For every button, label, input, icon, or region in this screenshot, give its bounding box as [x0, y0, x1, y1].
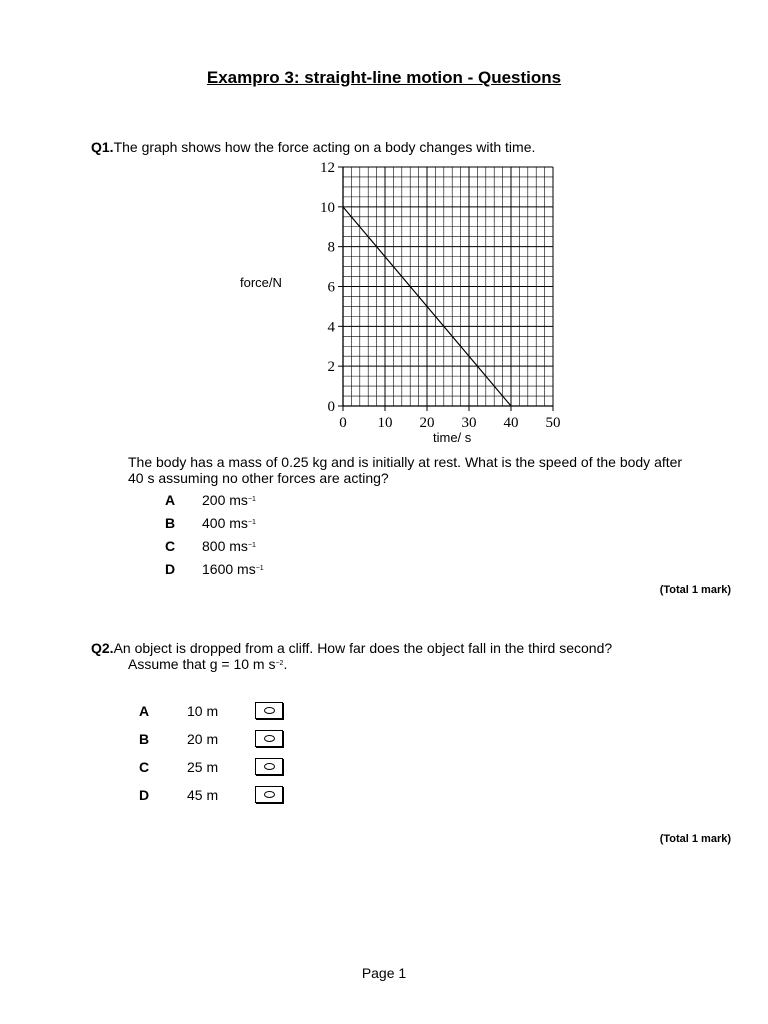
- q1-option-letter: B: [165, 515, 176, 531]
- q1-prompt: The graph shows how the force acting on a body changes with time.: [113, 139, 536, 155]
- q1-option-letter: D: [165, 561, 176, 577]
- x-tick-label: 20: [419, 415, 435, 431]
- oval-icon: [264, 791, 275, 798]
- x-tick-label: 30: [461, 415, 477, 431]
- y-tick-label: 12: [320, 160, 335, 176]
- q2-option-letter: A: [139, 703, 150, 719]
- page-number: Page 1: [361, 965, 407, 981]
- q2-option-letter: C: [139, 759, 150, 775]
- q1-number: Q1.: [91, 139, 114, 155]
- q1-option-value: 1600 $ms^{-1}$: [202, 561, 264, 577]
- q2-option-b-checkbox[interactable]: [255, 730, 283, 747]
- x-tick-label: 10: [377, 415, 393, 431]
- q2-option-value: 45 m: [187, 787, 219, 803]
- q2-option-value: 10 m: [187, 703, 219, 719]
- y-tick-label: 2: [327, 359, 335, 376]
- q1-option-letter: C: [165, 538, 176, 554]
- q2-option-d-checkbox[interactable]: [255, 786, 283, 803]
- x-tick-label: 0: [339, 415, 347, 431]
- q2-option-value: 20 m: [187, 731, 219, 747]
- y-tick-label: 8: [327, 239, 335, 256]
- y-tick-label: 10: [320, 199, 335, 216]
- y-tick-label: 4: [327, 319, 335, 336]
- oval-icon: [264, 763, 275, 770]
- chart-x-axis-label: time/ s: [433, 430, 472, 445]
- x-tick-label: 50: [545, 415, 561, 431]
- x-tick-label: 40: [503, 415, 519, 431]
- q2-prompt: An object is dropped from a cliff. How far does the object fall in the third second?: [113, 640, 613, 656]
- q2-option-letter: D: [139, 787, 150, 803]
- q1-option-value: 400 $ms^{-1}$: [202, 515, 256, 531]
- oval-icon: [264, 735, 275, 742]
- q1-option-letter: A: [165, 492, 176, 508]
- q2-option-value: 25 m: [187, 759, 219, 775]
- force-time-chart: [300, 155, 580, 455]
- y-tick-label: 0: [327, 399, 335, 415]
- q2-prompt-line: [91, 640, 612, 656]
- q1-prompt-line: [91, 139, 535, 155]
- q2-option-c-checkbox[interactable]: [255, 758, 283, 775]
- q1-body-line-2: 40 s assuming no other forces are acting?: [128, 470, 389, 486]
- q2-option-letter: B: [139, 731, 150, 747]
- q1-option-value: 200 $ms^{-1}$: [202, 492, 256, 508]
- q2-number: Q2.: [91, 640, 114, 656]
- q2-assumption: Assume that g = 10 m $s^{-2}$.: [128, 656, 288, 672]
- q2-total-marks: (Total 1 mark): [659, 833, 731, 845]
- q2-option-a-checkbox[interactable]: [255, 702, 283, 719]
- chart-y-axis-label: force/N: [240, 275, 282, 290]
- page-title: Exampro 3: straight-line motion - Questions: [206, 68, 562, 87]
- oval-icon: [264, 707, 275, 714]
- q1-option-value: 800 $ms^{-1}$: [202, 538, 256, 554]
- q1-total-marks: (Total 1 mark): [659, 584, 731, 596]
- q1-body-line-1: The body has a mass of 0.25 kg and is initially at rest. What is the speed of the body after: [128, 454, 683, 470]
- y-tick-label: 6: [327, 279, 335, 296]
